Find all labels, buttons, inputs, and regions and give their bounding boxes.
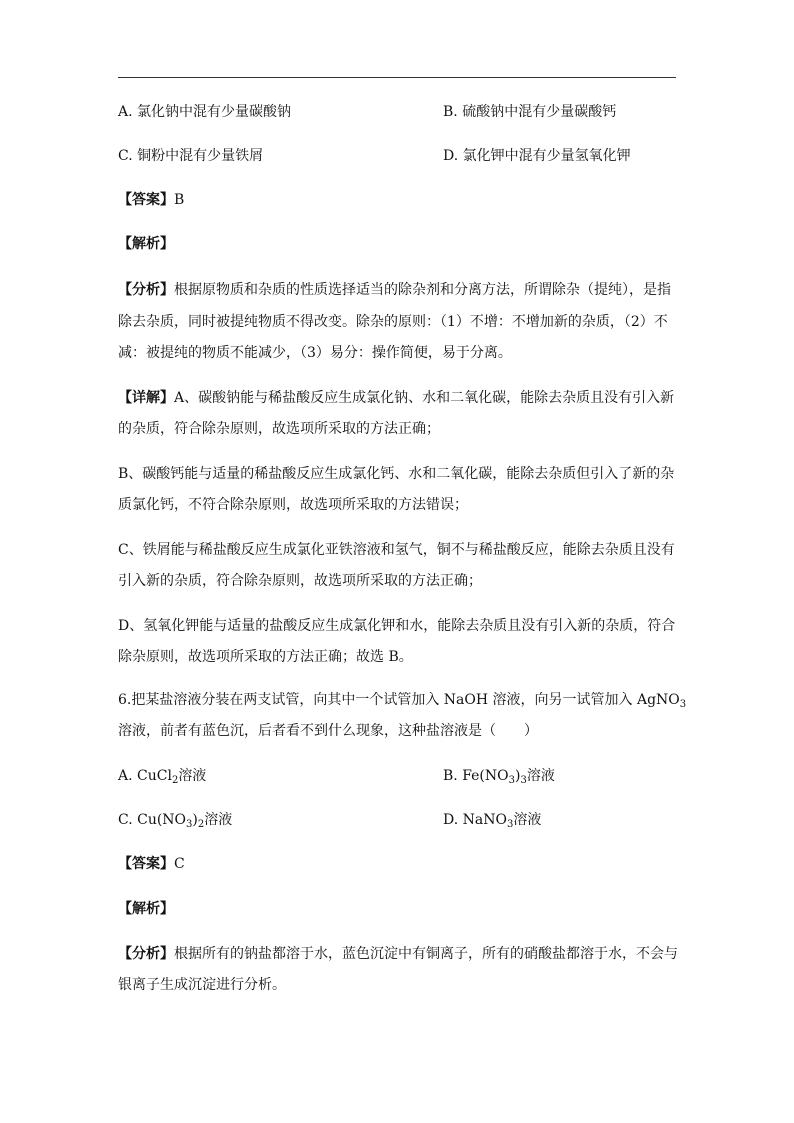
q6-d-pre: D. NaNO [443,812,507,828]
q5-option-b: B. 硫酸钠中混有少量碳酸钙 [443,104,617,120]
q6-b-post: 溶液 [526,768,555,784]
q5-option-d: D. 氯化钾中混有少量氢氧化钾 [443,148,631,164]
q6-stem-line-2: 溶液，前者有蓝色沉，后者看不到什么现象，这种盐溶液是（ ） [118,723,538,739]
q6-c-post: 溶液 [204,812,233,828]
q6-stem-text: 6.把某盐溶液分装在两支试管，向其中一个试管加入 NaOH 溶液，向另一试管加入 AgNO [118,692,680,708]
q5-xiangjie-line-3: B、碳酸钙能与适量的稀盐酸反应生成氯化钙、水和二氧化碳，能除去杂质但引入了新的杂 [118,466,675,482]
q5-analysis-label: 【解析】 [118,236,174,252]
q5-xiangjie-line-7: D、氢氧化钾能与适量的盐酸反应生成氯化钾和水，能除去杂质且没有引入新的杂质，符合 [118,618,676,634]
q6-fenxi-line-2: 银离子生成沉淀进行分析。 [118,977,286,993]
q6-c-pre: C. Cu(NO [118,812,187,828]
q5-fenxi-line-1 [118,280,678,300]
fenxi-label: 【分析】 [118,282,174,298]
q6-b-sub: 3 [508,775,515,786]
answer-label: 【答案】 [118,856,174,872]
q6-c-mid: ) [192,812,198,828]
xiangjie-label: 【详解】 [118,390,174,406]
q6-c-sub: 3 [186,819,193,830]
q6-a-post: 溶液 [178,768,207,784]
q5-fenxi-line-2: 除去杂质，同时被提纯物质不得改变。除杂的原则：（1）不增：不增加新的杂质，（2）不 [118,314,668,330]
q6-stem-line-1 [118,690,687,710]
q6-option-b [443,766,683,786]
q6-c-sub2: 2 [197,819,205,830]
q5-xiangjie-line-5: C、铁屑能与稀盐酸反应生成氯化亚铁溶液和氢气，铜不与稀盐酸反应，能除去杂质且没有 [118,542,675,558]
q6-option-d [443,810,683,830]
q6-d-sub: 3 [506,819,514,830]
xiangjie-text: A、碳酸钠能与稀盐酸反应生成氯化钠、水和二氧化碳，能除去杂质且没有引入新 [174,390,675,406]
q5-option-a: A. 氯化钠中混有少量碳酸钠 [118,104,292,120]
q5-xiangjie-line-4: 质氯化钙，不符合除杂原则，故选项所采取的方法错误； [118,497,468,513]
q6-b-pre: B. Fe(NO [443,768,509,784]
answer-label: 【答案】 [118,192,174,208]
fenxi-text: 根据原物质和杂质的性质选择适当的除杂剂和分离方法，所谓除杂（提纯），是指 [174,282,671,298]
q6-a-sub: 2 [171,775,179,786]
q6-d-post: 溶液 [513,812,542,828]
fenxi-label: 【分析】 [118,946,174,962]
q5-fenxi-line-3: 减：被提纯的物质不能减少，（3）易分：操作简便，易于分离。 [118,345,512,361]
q6-b-mid: ) [515,768,521,784]
q5-option-c: C. 铜粉中混有少量铁屑 [118,148,264,164]
q6-stem-sub: 3 [679,699,687,710]
q6-b-sub2: 3 [520,775,527,786]
answer-value: B [174,192,185,208]
q5-xiangjie-line-8: 除杂原则，故选项所采取的方法正确；故选 B。 [118,649,413,665]
answer-value: C [174,856,185,872]
q6-a-pre: A. CuCl [118,768,172,784]
q6-analysis-label: 【解析】 [118,901,174,917]
q5-xiangjie-line-1 [118,388,678,408]
q6-fenxi-line-1 [118,944,678,964]
q5-xiangjie-line-6: 引入新的杂质，符合除杂原则，故选项所采取的方法正确； [118,573,482,589]
q6-answer [118,854,678,874]
q5-xiangjie-line-2: 的杂质，符合除杂原则，故选项所采取的方法正确； [118,421,440,437]
fenxi-text: 根据所有的钠盐都溶于水，蓝色沉淀中有铜离子，所有的硝酸盐都溶于水，不会与 [174,946,678,962]
q5-answer [118,190,678,210]
header-rule [118,77,676,78]
